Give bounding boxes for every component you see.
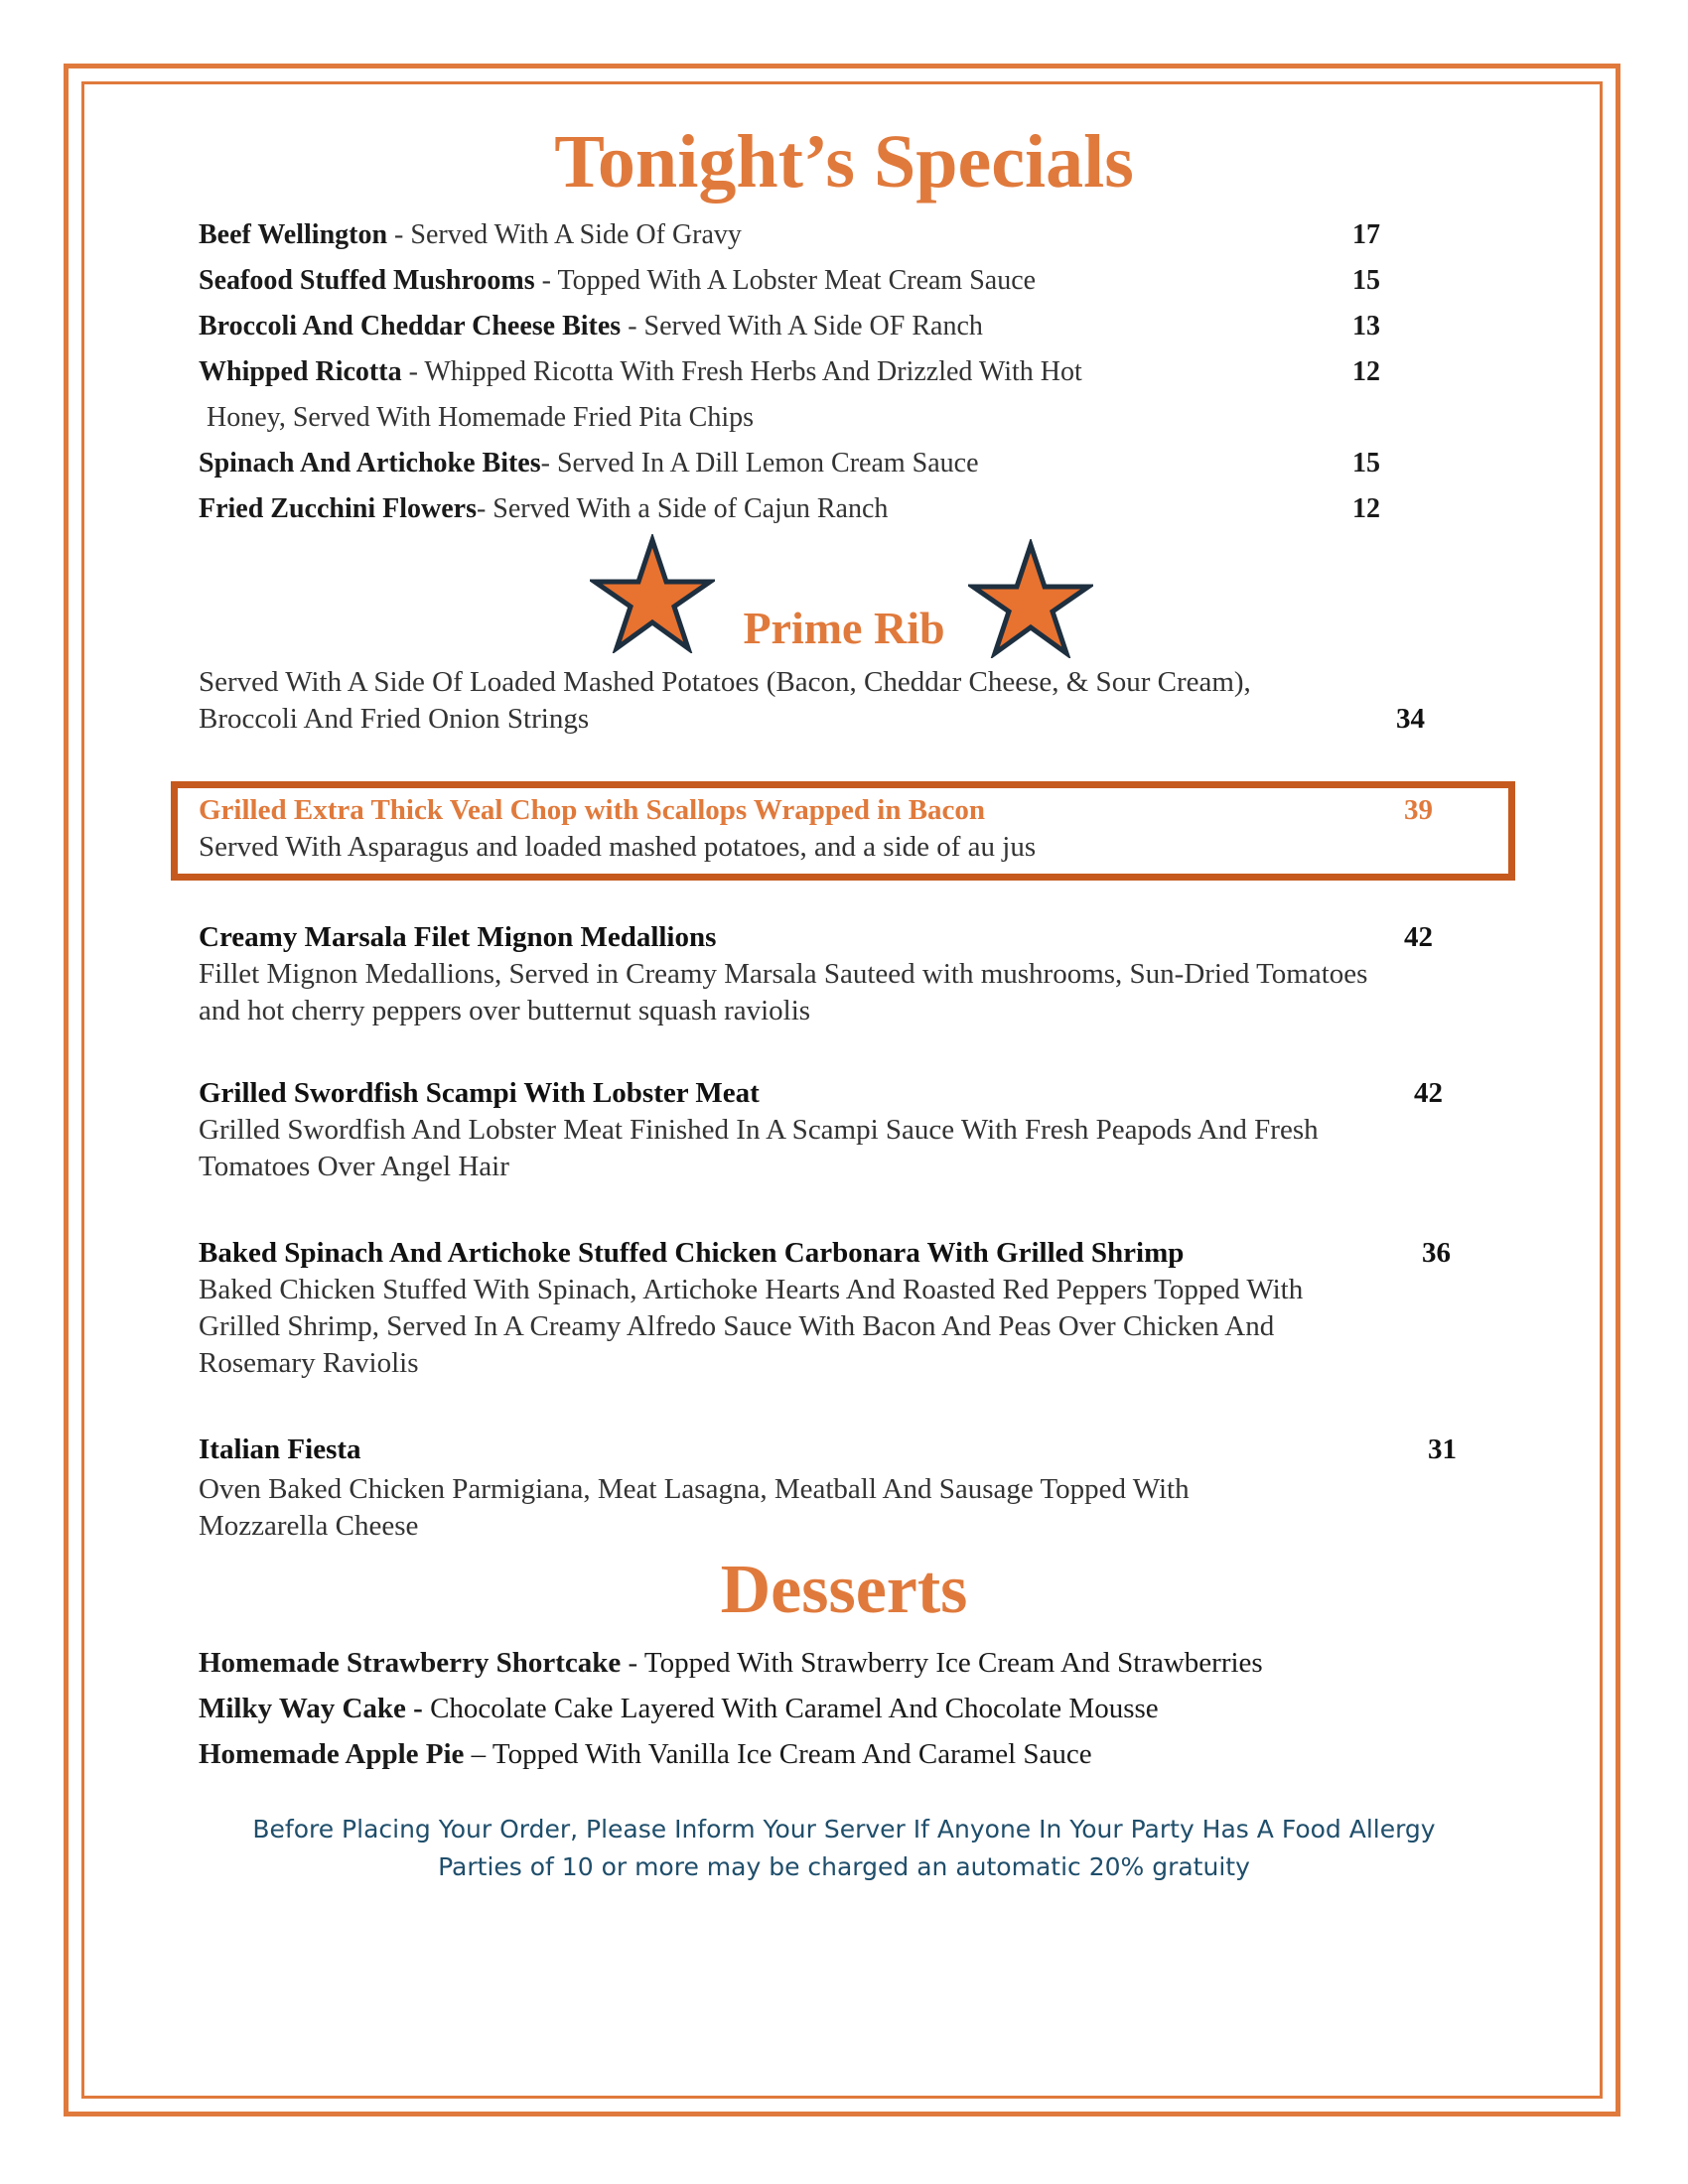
list-item <box>199 1731 1263 1777</box>
description-line: Fillet Mignon Medallions, Served in Creamy Marsala Sauteed with mushrooms, Sun-Dried Tomatoes <box>199 958 1368 990</box>
item-description: - Served In A Dill Lemon Cream Sauce <box>540 448 979 478</box>
item-name: Seafood Stuffed Mushrooms <box>199 265 535 296</box>
description-line: and hot cherry peppers over butternut squash raviolis <box>199 995 811 1026</box>
item-price: 42 <box>1414 1077 1443 1109</box>
item-description: - Served With a Side of Cajun Ranch <box>476 493 889 524</box>
dessert-list <box>199 1640 1263 1777</box>
item-price: 31 <box>1428 1433 1457 1465</box>
item-price: 39 <box>1404 794 1433 826</box>
item-description: - Topped With Strawberry Ice Cream And Strawberries <box>621 1647 1263 1679</box>
prime-rib-title: Prime Rib <box>743 603 945 653</box>
description-line: Grilled Shrimp, Served In A Creamy Alfredo Sauce With Bacon And Peas Over Chicken And <box>199 1310 1275 1342</box>
list-item <box>199 304 1410 349</box>
item-price: 34 <box>1396 703 1425 735</box>
prime-rib-description <box>199 664 1489 738</box>
item-description: - Served With A Side OF Ranch <box>621 311 983 341</box>
entree-item <box>199 1075 1489 1185</box>
description-line: Broccoli And Fried Onion Strings <box>199 703 590 735</box>
item-name: Homemade Apple Pie <box>199 1738 465 1770</box>
entree-title: Baked Spinach And Artichoke Stuffed Chicken Carbonara With Grilled Shrimp <box>199 1237 1185 1269</box>
description-line: Oven Baked Chicken Parmigiana, Meat Lasagna, Meatball And Sausage Topped With <box>199 1473 1190 1505</box>
item-description: - Served With A Side Of Gravy <box>387 219 742 250</box>
notice-line: Parties of 10 or more may be charged an automatic 20% gratuity <box>438 1852 1250 1881</box>
list-item <box>199 1686 1263 1731</box>
list-item <box>199 212 1410 258</box>
item-name: Milky Way Cake - <box>199 1693 423 1724</box>
item-description: - Whipped Ricotta With Fresh Herbs And Drizzled With Hot <box>401 356 1082 387</box>
entree-title: Italian Fiesta <box>199 1433 361 1465</box>
notice-line: Before Placing Your Order, Please Inform Your Server If Anyone In Your Party Has A Food Allergy <box>252 1815 1436 1843</box>
list-item <box>199 486 1410 532</box>
item-name: Beef Wellington <box>199 219 388 250</box>
item-description: Honey, Served With Homemade Fried Pita Chips <box>207 402 755 433</box>
entree-item <box>199 919 1489 1029</box>
entree-item <box>199 1432 1489 1545</box>
item-description: Chocolate Cake Layered With Caramel And Chocolate Mousse <box>422 1693 1159 1724</box>
specials-title: Tonight’s Specials <box>554 120 1134 204</box>
featured-special <box>199 792 1489 866</box>
item-name: Fried Zucchini Flowers <box>199 493 477 524</box>
item-name: Homemade Strawberry Shortcake <box>199 1647 622 1679</box>
list-item <box>199 349 1410 395</box>
description-line: Rosemary Raviolis <box>199 1347 419 1379</box>
item-price: 36 <box>1422 1237 1451 1269</box>
list-item-continuation <box>199 395 1410 441</box>
item-description: - Topped With A Lobster Meat Cream Sauce <box>534 265 1037 296</box>
desserts-title: Desserts <box>720 1552 968 1628</box>
entree-title: Creamy Marsala Filet Mignon Medallions <box>199 921 717 953</box>
item-price: 15 <box>1352 265 1380 296</box>
item-price: 13 <box>1352 311 1380 341</box>
description-line: Grilled Swordfish And Lobster Meat Finished In A Scampi Sauce With Fresh Peapods And Fresh <box>199 1114 1319 1146</box>
item-price: 17 <box>1352 219 1380 250</box>
list-item <box>199 1640 1263 1686</box>
allergy-notice <box>0 1811 1688 1886</box>
list-item <box>199 441 1410 486</box>
item-price: 15 <box>1352 448 1380 478</box>
item-description: – Topped With Vanilla Ice Cream And Caramel Sauce <box>464 1738 1092 1770</box>
item-price: 12 <box>1352 356 1380 387</box>
entree-item <box>199 1235 1489 1382</box>
description-line: Mozzarella Cheese <box>199 1510 419 1542</box>
list-item <box>199 258 1410 304</box>
item-name: Broccoli And Cheddar Cheese Bites <box>199 311 622 341</box>
featured-description: Served With Asparagus and loaded mashed potatoes, and a side of au jus <box>199 831 1037 863</box>
description-line: Tomatoes Over Angel Hair <box>199 1151 509 1182</box>
item-price: 12 <box>1352 493 1380 524</box>
item-name: Whipped Ricotta <box>199 356 402 387</box>
item-price: 42 <box>1404 921 1433 953</box>
appetizer-list <box>199 212 1410 532</box>
entree-title: Grilled Swordfish Scampi With Lobster Meat <box>199 1077 760 1109</box>
description-line: Baked Chicken Stuffed With Spinach, Artichoke Hearts And Roasted Red Peppers Topped With <box>199 1274 1304 1305</box>
featured-title: Grilled Extra Thick Veal Chop with Scallops Wrapped in Bacon <box>199 794 986 826</box>
description-line: Served With A Side Of Loaded Mashed Potatoes (Bacon, Cheddar Cheese, & Sour Cream), <box>199 666 1251 698</box>
item-name: Spinach And Artichoke Bites <box>199 448 541 478</box>
